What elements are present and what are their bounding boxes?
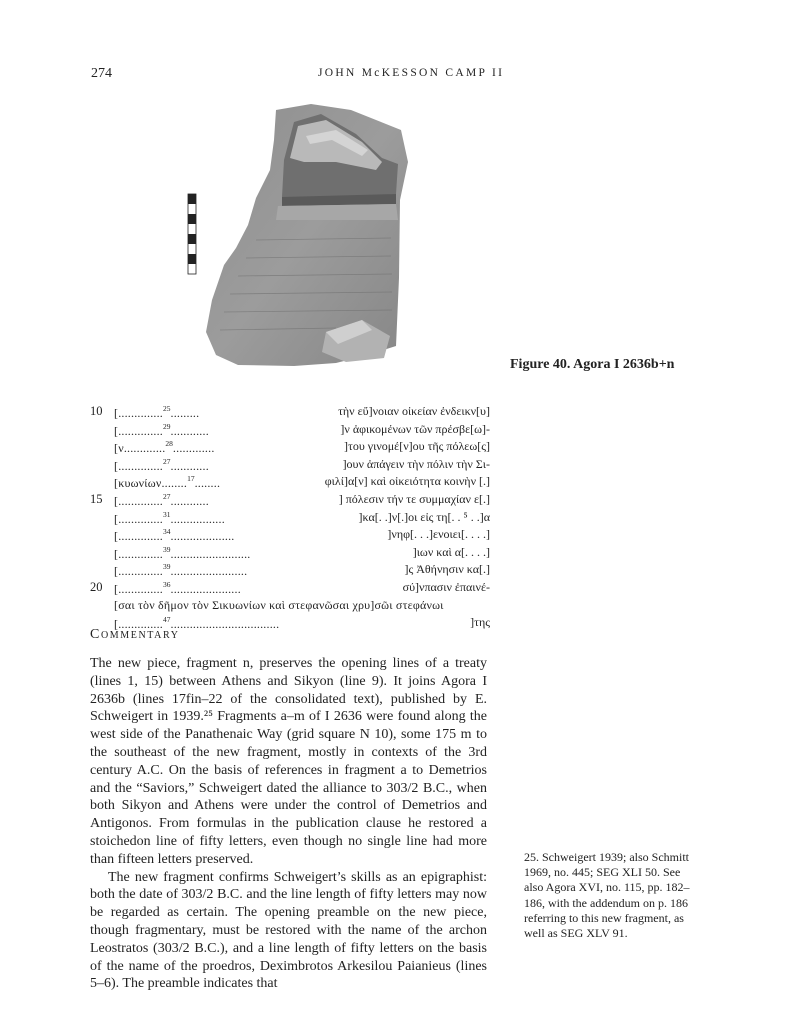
line-end: ]ουν ἀπάγειν τὴν πόλιν τὴν Σι- [342, 456, 490, 471]
line-text [114, 439, 215, 456]
page-number: 274 [91, 66, 112, 81]
line-start: [.............. [114, 493, 163, 508]
letter-count: 25 [163, 404, 171, 413]
letter-count: 39 [163, 562, 171, 572]
line-dots: ......... [170, 406, 200, 420]
inscription-line [90, 544, 490, 562]
line-end: ] πόλεσιν τήν τε συμμαχίαν ε[.] [338, 491, 490, 506]
line-start: [.............. [114, 617, 163, 632]
line-dots: ............ [170, 423, 209, 438]
letter-count: 28 [165, 439, 173, 449]
letter-count: 34 [163, 527, 171, 537]
line-end: ]του γινομέ[ν]ου τῆς πόλεω[ς] [344, 439, 490, 454]
inscription-line [90, 473, 490, 491]
line-text [114, 422, 209, 439]
line-dots: ................. [170, 511, 225, 526]
inscription-line [90, 438, 490, 456]
line-end: ]ιων καὶ α[. . . .] [412, 544, 490, 559]
commentary-heading: Commentary [90, 627, 180, 642]
line-text [114, 527, 235, 544]
line-dots: ............ [170, 493, 209, 508]
line-end: ]ς Ἀθήνησιν κα[.] [404, 562, 490, 577]
line-text [114, 474, 220, 491]
footnote-25 [524, 850, 696, 941]
inscription-line [90, 526, 490, 544]
line-end: ]της [470, 615, 490, 630]
line-start: [.............. [114, 423, 163, 438]
line-start: [κυωνίων........ [114, 476, 188, 491]
inscription-line [90, 421, 490, 439]
line-dots: ........ [194, 476, 221, 491]
letter-count: 39 [163, 544, 171, 554]
inscription-line [90, 456, 490, 474]
letter-count: 27 [163, 456, 171, 466]
line-dots: ........................ [170, 564, 248, 579]
line-dots: .................... [170, 529, 235, 544]
line-start: [ν............. [114, 441, 166, 456]
letter-count: 47 [163, 615, 171, 625]
letter-count: 36 [163, 579, 171, 589]
line-start: [.............. [114, 581, 163, 596]
line-number: 20 [90, 579, 103, 594]
inscription-line [90, 579, 490, 597]
commentary-body [90, 655, 487, 993]
line-start: [.............. [114, 529, 163, 544]
line-end: ]νηφ[. . .]ενοιει[. . . .] [387, 527, 490, 542]
running-head: JOHN McKESSON CAMP II [318, 67, 505, 79]
line-start: [.............. [114, 564, 163, 579]
line-start: [σαι τὸν δῆμον τὸν Σικυωνίων καὶ στεφανῶσαι χρυ]σῶι στεφάνωι [114, 597, 444, 612]
line-start: [.............. [114, 546, 163, 561]
line-dots: ............ [170, 458, 209, 473]
line-start: [.............. [114, 458, 163, 473]
line-number: 10 [90, 404, 103, 418]
line-text [114, 562, 247, 579]
line-end: ]ν ἀφικομένων τῶν πρέσβε[ω]- [340, 421, 490, 436]
line-dots: .................................. [170, 617, 280, 632]
line-end: τὴν εὔ]νοιαν οἰκείαν ἐνδεικν[υ] [338, 404, 490, 418]
line-start: [.............. [114, 406, 163, 420]
line-text [114, 580, 241, 597]
line-end: φιλί]α[ν] καὶ οἰκειότητα κοινὴν [.] [324, 474, 490, 489]
inscription-line [90, 597, 490, 615]
line-text [114, 545, 251, 562]
inscription-text [90, 403, 490, 632]
inscription-fragment-photo [186, 100, 412, 370]
line-dots: ......................... [170, 546, 251, 561]
figure-caption: Figure 40. Agora I 2636b+n [510, 357, 675, 372]
line-dots: ............. [172, 441, 215, 456]
line-start: [.............. [114, 511, 163, 526]
footnote-text: 25. Schweigert 1939; also Schmitt 1969, no. 445; SEG XLI 50. See also Agora XVI, no. 115, pp. 182–186, with the addendum on p. 186 referring to this new fragment, as well as SEG XLV 91. [524, 850, 690, 941]
letter-count: 29 [163, 421, 171, 431]
line-end: σύ]νπασιν ἐπαινέ- [402, 579, 490, 594]
line-text [114, 492, 209, 509]
letter-count: 27 [163, 491, 171, 501]
commentary-paragraph: The new fragment confirms Schweigert’s skills as an epigraphist: both the date of 303/2 B.C. and the line length of fifty letters may now be regarded as certain. The opening preamble on the new piece, though fragmentary, must be restored with the name of the archon Leostratos (303/2 B.C.), and a line length of fifty letters on the basis of the name of the proedros, Deximbrotos Arkesilou Paianieus (lines 5–6). The preamble indicates that [90, 869, 487, 992]
inscription-line [90, 403, 490, 421]
line-dots: ...................... [170, 581, 241, 596]
line-text [114, 510, 225, 527]
line-end: ]κα[. .]ν[.]οι εἰς τη[. . ⁵ . .]α [358, 509, 490, 524]
letter-count: 31 [163, 509, 171, 519]
commentary-paragraph: The new piece, fragment n, preserves the opening lines of a treaty (lines 1, 15) between Athens and Sikyon (line 9). It joins Agora I 2636b (lines 17fin–22 of the consolidated text), published by E. Schweigert in 1939.²⁵ Fragments a–m of I 2636 were found along the west side of the Panathenaic Way (grid square N 10), some 175 m to the southeast of the new fragment, mostly in contexts of the 3rd century A.C. On the basis of references in fragment a to Demetrios and the “Saviors,” Schweigert dated the alliance to 303/2 B.C., when both Sikyon and Athens were under the control of Demetrios and Antigonos. From formulas in the publication clause he restored a stoichedon line of fifty letters, even though no single line had more than fifteen letters preserved. [90, 656, 487, 867]
letter-count: 17 [187, 474, 195, 484]
line-text [114, 404, 199, 421]
line-text [114, 598, 444, 613]
inscription-line [90, 509, 490, 527]
inscription-line [90, 561, 490, 579]
line-text [114, 457, 209, 474]
line-number: 15 [90, 491, 103, 506]
inscription-line [90, 491, 490, 509]
